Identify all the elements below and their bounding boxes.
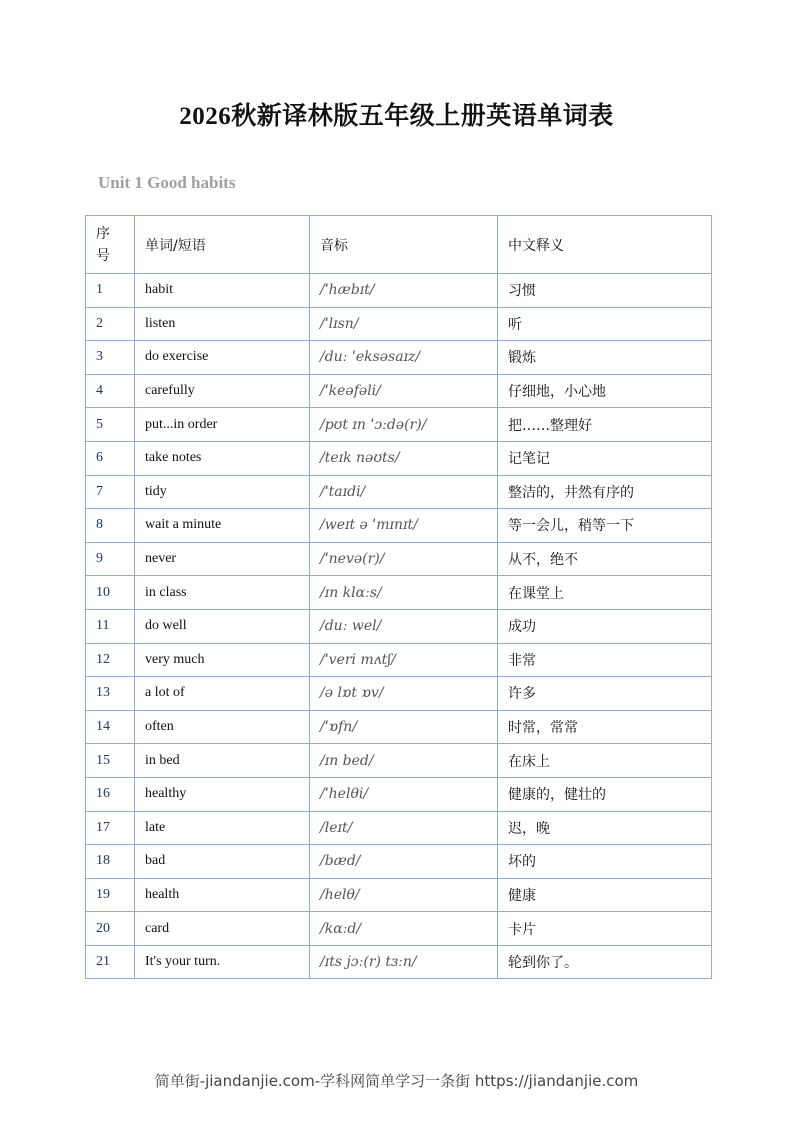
row-ipa: /weɪt ə ˈmɪnɪt/ bbox=[310, 509, 498, 543]
table-row bbox=[86, 408, 712, 442]
row-index: 8 bbox=[86, 509, 135, 543]
row-word: take notes bbox=[135, 441, 310, 475]
row-meaning: 听 bbox=[498, 307, 712, 341]
row-ipa: /bæd/ bbox=[310, 845, 498, 879]
row-ipa: /ˈhelθi/ bbox=[310, 777, 498, 811]
row-word: do well bbox=[135, 609, 310, 643]
row-ipa: /ˈɒfn/ bbox=[310, 710, 498, 744]
row-ipa: /kɑːd/ bbox=[310, 912, 498, 946]
row-word: never bbox=[135, 542, 310, 576]
row-word: do exercise bbox=[135, 341, 310, 375]
table-body bbox=[86, 274, 712, 979]
row-meaning: 健康的，健壮的 bbox=[498, 777, 712, 811]
row-ipa: /ˈtaɪdi/ bbox=[310, 475, 498, 509]
row-word: put...in order bbox=[135, 408, 310, 442]
table-row bbox=[86, 542, 712, 576]
table-row bbox=[86, 576, 712, 610]
row-index: 10 bbox=[86, 576, 135, 610]
header-index bbox=[86, 216, 135, 274]
row-ipa: /ˈkeəfəli/ bbox=[310, 374, 498, 408]
row-meaning: 在床上 bbox=[498, 744, 712, 778]
row-index: 20 bbox=[86, 912, 135, 946]
row-ipa: /ˈnevə(r)/ bbox=[310, 542, 498, 576]
row-ipa: /leɪt/ bbox=[310, 811, 498, 845]
row-word: habit bbox=[135, 274, 310, 308]
table-row bbox=[86, 710, 712, 744]
row-meaning: 迟，晚 bbox=[498, 811, 712, 845]
row-meaning: 轮到你了。 bbox=[498, 945, 712, 979]
header-meaning: 中文释义 bbox=[498, 216, 712, 274]
table-row bbox=[86, 509, 712, 543]
header-word: 单词/短语 bbox=[135, 216, 310, 274]
row-index: 17 bbox=[86, 811, 135, 845]
row-ipa: /ˈlɪsn/ bbox=[310, 307, 498, 341]
table-row bbox=[86, 307, 712, 341]
row-meaning: 整洁的，井然有序的 bbox=[498, 475, 712, 509]
row-meaning: 从不，绝不 bbox=[498, 542, 712, 576]
row-meaning: 锻炼 bbox=[498, 341, 712, 375]
row-index: 1 bbox=[86, 274, 135, 308]
row-word: health bbox=[135, 878, 310, 912]
row-word: late bbox=[135, 811, 310, 845]
row-index: 11 bbox=[86, 609, 135, 643]
table-row bbox=[86, 677, 712, 711]
row-meaning: 非常 bbox=[498, 643, 712, 677]
row-ipa: /ɪts jɔː(r) tɜːn/ bbox=[310, 945, 498, 979]
row-meaning: 许多 bbox=[498, 677, 712, 711]
row-meaning: 习惯 bbox=[498, 274, 712, 308]
table-row bbox=[86, 878, 712, 912]
row-word: in bed bbox=[135, 744, 310, 778]
row-index: 12 bbox=[86, 643, 135, 677]
row-index: 13 bbox=[86, 677, 135, 711]
row-index: 5 bbox=[86, 408, 135, 442]
table-row bbox=[86, 945, 712, 979]
row-word: healthy bbox=[135, 777, 310, 811]
table-row bbox=[86, 609, 712, 643]
table-row bbox=[86, 643, 712, 677]
row-index: 7 bbox=[86, 475, 135, 509]
row-word: in class bbox=[135, 576, 310, 610]
table-row bbox=[86, 374, 712, 408]
row-ipa: /ˈveri mʌtʃ/ bbox=[310, 643, 498, 677]
vocabulary-table bbox=[85, 215, 712, 979]
row-ipa: /duː ˈeksəsaɪz/ bbox=[310, 341, 498, 375]
row-index: 6 bbox=[86, 441, 135, 475]
footer-text: 简单街-jiandanjie.com-学科网简单学习一条街 https://jiandanjie.com bbox=[154, 1072, 639, 1090]
table-row bbox=[86, 274, 712, 308]
row-meaning: 卡片 bbox=[498, 912, 712, 946]
row-index: 2 bbox=[86, 307, 135, 341]
header-index-label: 序号 bbox=[96, 225, 110, 264]
row-ipa: /duː wel/ bbox=[310, 609, 498, 643]
table-header-row bbox=[86, 216, 712, 274]
row-word: carefully bbox=[135, 374, 310, 408]
table-row bbox=[86, 845, 712, 879]
row-ipa: /ə lɒt ɒv/ bbox=[310, 677, 498, 711]
row-word: listen bbox=[135, 307, 310, 341]
table-row bbox=[86, 777, 712, 811]
row-index: 9 bbox=[86, 542, 135, 576]
row-index: 18 bbox=[86, 845, 135, 879]
row-meaning: 时常，常常 bbox=[498, 710, 712, 744]
table-row bbox=[86, 912, 712, 946]
row-index: 21 bbox=[86, 945, 135, 979]
row-index: 16 bbox=[86, 777, 135, 811]
row-index: 14 bbox=[86, 710, 135, 744]
row-index: 3 bbox=[86, 341, 135, 375]
table-row bbox=[86, 475, 712, 509]
row-word: very much bbox=[135, 643, 310, 677]
row-index: 19 bbox=[86, 878, 135, 912]
row-meaning: 把……整理好 bbox=[498, 408, 712, 442]
row-word: It's your turn. bbox=[135, 945, 310, 979]
row-word: tidy bbox=[135, 475, 310, 509]
row-index: 15 bbox=[86, 744, 135, 778]
unit-heading: Unit 1 Good habits bbox=[98, 173, 236, 192]
row-word: bad bbox=[135, 845, 310, 879]
table-row bbox=[86, 744, 712, 778]
row-meaning: 仔细地，小心地 bbox=[498, 374, 712, 408]
row-word: often bbox=[135, 710, 310, 744]
row-meaning: 健康 bbox=[498, 878, 712, 912]
table-row bbox=[86, 441, 712, 475]
row-meaning: 成功 bbox=[498, 609, 712, 643]
row-word: card bbox=[135, 912, 310, 946]
row-word: a lot of bbox=[135, 677, 310, 711]
row-ipa: /ɪn bed/ bbox=[310, 744, 498, 778]
row-word: wait a minute bbox=[135, 509, 310, 543]
row-meaning: 在课堂上 bbox=[498, 576, 712, 610]
row-meaning: 坏的 bbox=[498, 845, 712, 879]
header-ipa: 音标 bbox=[310, 216, 498, 274]
row-index: 4 bbox=[86, 374, 135, 408]
row-ipa: /ˈhæbɪt/ bbox=[310, 274, 498, 308]
row-ipa: /pʊt ɪn ˈɔːdə(r)/ bbox=[310, 408, 498, 442]
row-ipa: /helθ/ bbox=[310, 878, 498, 912]
table-row bbox=[86, 341, 712, 375]
table-row bbox=[86, 811, 712, 845]
row-meaning: 记笔记 bbox=[498, 441, 712, 475]
row-ipa: /ɪn klɑːs/ bbox=[310, 576, 498, 610]
page-title: 2026秋新译林版五年级上册英语单词表 bbox=[179, 103, 614, 130]
row-ipa: /teɪk nəʊts/ bbox=[310, 441, 498, 475]
row-meaning: 等一会儿，稍等一下 bbox=[498, 509, 712, 543]
